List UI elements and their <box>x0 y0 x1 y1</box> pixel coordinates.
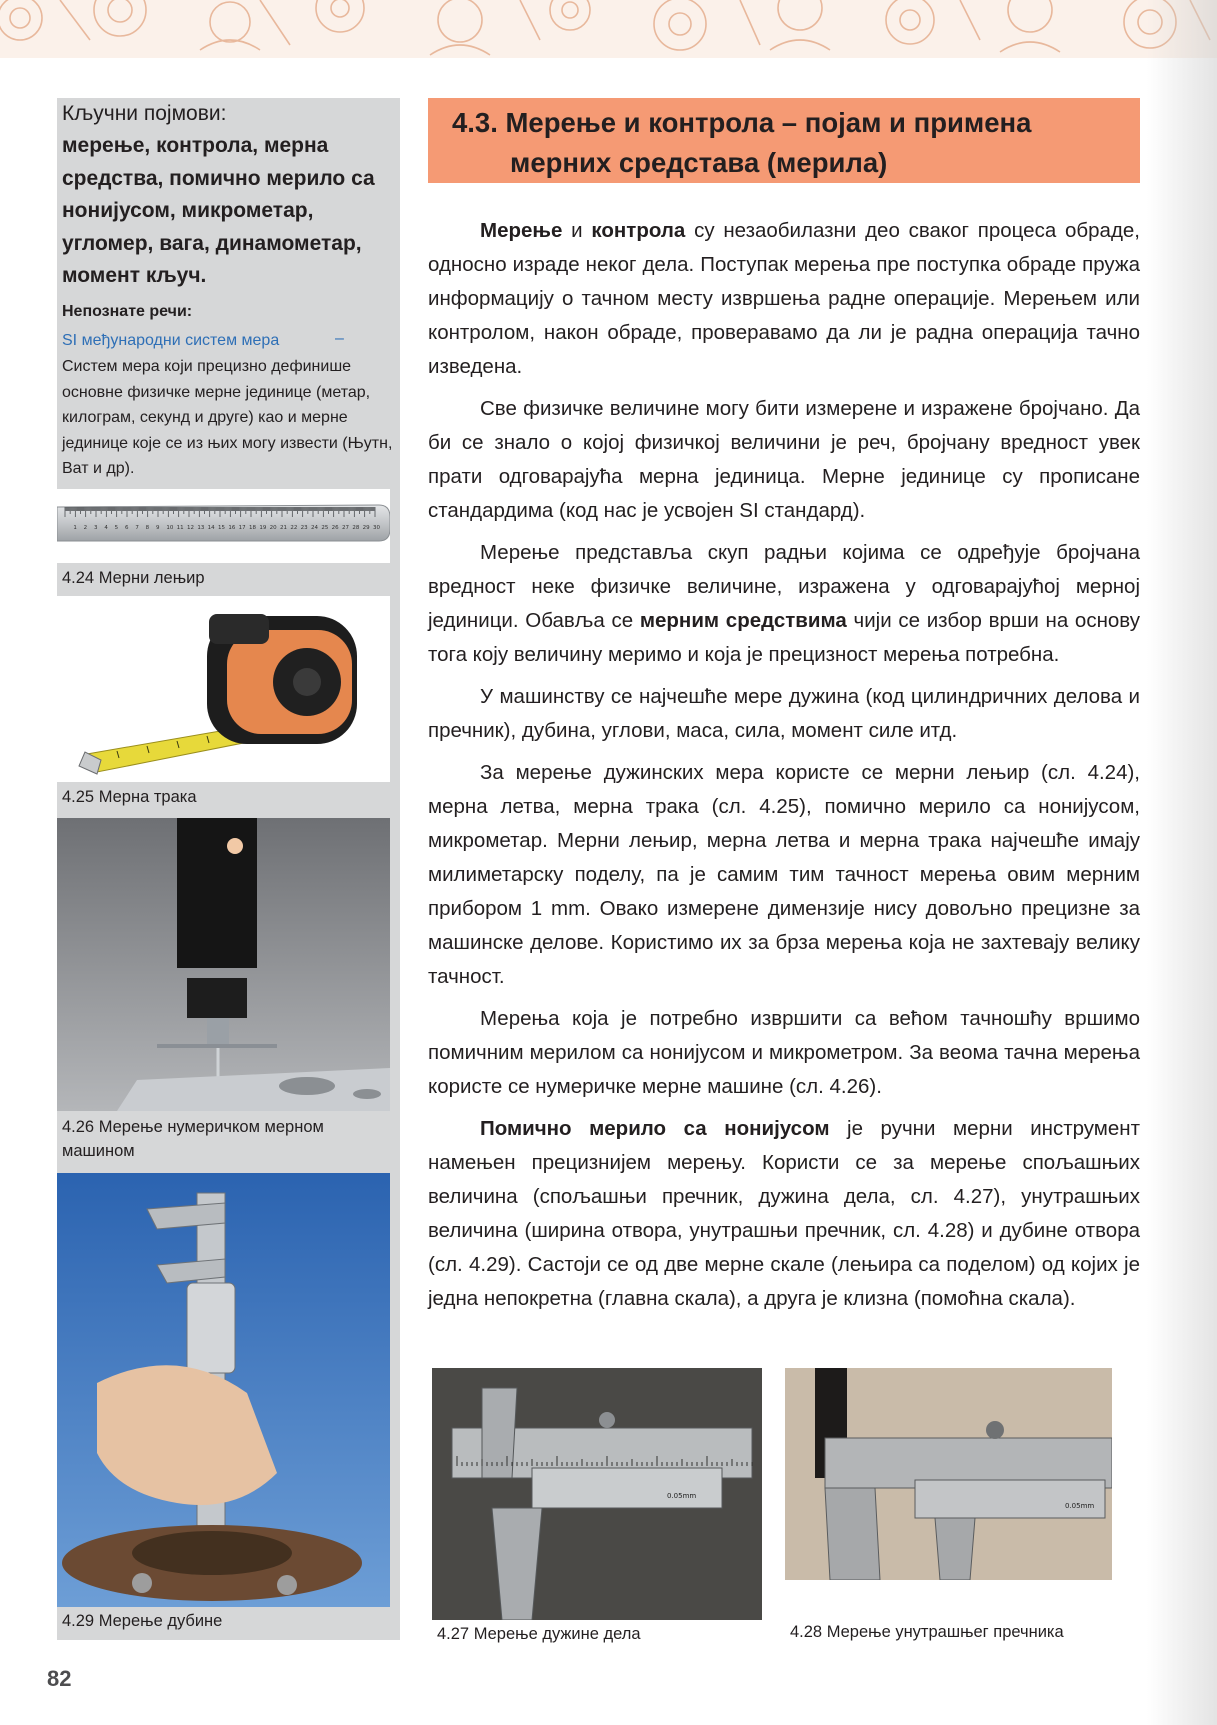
paragraph-6: Мерења која је потребно извршити са већом тачношћу вршимо помичним мерилом са нонијусом и микрометром. За веома тачна мерења користе се нумеричке мерне машине (сл. 4.26). <box>428 1007 1140 1098</box>
caption-4-28: 4.28 Мерење унутрашњег пречника <box>790 1623 1064 1641</box>
term-pomicno-merilo: Помично мерило са нонијусом <box>480 1117 830 1140</box>
page-number: 82 <box>47 1666 72 1691</box>
section-title <box>452 103 1132 183</box>
ruler-number: 29 <box>362 525 370 531</box>
ornament-pattern <box>0 0 1217 58</box>
ruler-number: 22 <box>290 525 298 531</box>
si-term: SI међународни систем мера <box>62 332 280 349</box>
tape-illustration <box>57 596 390 782</box>
ruler-number: 16 <box>228 525 236 531</box>
term-mernim-sredstvima: мерним средствима <box>639 609 847 632</box>
depth-measurement-photo <box>57 1173 390 1607</box>
ruler-number: 8 <box>145 525 150 531</box>
ruler-illustration <box>57 489 390 563</box>
cmm-illustration <box>57 818 390 1111</box>
term-kontrola: контрола <box>591 219 686 242</box>
ruler-number: 24 <box>311 525 318 531</box>
ruler-number: 30 <box>373 525 380 531</box>
ruler-number: 14 <box>207 525 215 531</box>
text-fragment: чији се избор врши на основу тога коју величину меримо и која је прецизност мерења потребна. <box>428 609 1140 666</box>
page-edge-shadow <box>1147 0 1217 1725</box>
paragraph-3 <box>428 536 1140 672</box>
ruler-number: 27 <box>342 525 349 531</box>
ruler-number: 4 <box>104 525 108 531</box>
ruler-number: 15 <box>218 525 225 531</box>
ruler-number: 28 <box>352 525 360 531</box>
text-fragment: и <box>562 219 592 242</box>
caliper-scale-label-2: 0.05mm <box>1065 1502 1095 1510</box>
paragraph-5: За мерење дужинских мера користе се мерни лењир (сл. 4.24), мерна летва, мерна трака (сл. 4.25), помично мерило са нонијусом, микрометар. Мерни лењир, мерна летва и мерна трака најчешће имају милиметарску поделу, па је самим тим тачност мерења овим мерним прибором 1 mm. Овако измерене димензије нису довољно прецизне за машинске делове. Користимо их за брза мерења која не захтевају велику тачност. <box>428 761 1140 988</box>
caliper-length-photo <box>432 1368 762 1620</box>
paragraph-1 <box>428 214 1140 384</box>
unknown-words-heading: Непознате речи: <box>62 303 193 320</box>
ruler-number: 2 <box>83 525 88 531</box>
caliper-length-illustration <box>432 1368 762 1620</box>
ruler-photo <box>57 489 390 563</box>
ruler-number: 25 <box>321 525 329 531</box>
caption-4-24: 4.24 Мерни лењир <box>62 569 205 587</box>
paragraph-2: Све физичке величине могу бити измерене и изражене бројчано. Да би се знало о којој физичкој величини је реч, бројчану вредност увек прати одговарајућа мерна јединица. Мерне јединице су прописане стандардима (код нас је усвојен SI стандард). <box>428 397 1140 522</box>
caption-4-27: 4.27 Мерење дужине дела <box>437 1625 641 1643</box>
ruler-number: 11 <box>176 525 184 531</box>
ruler-number: 5 <box>114 525 119 531</box>
caption-4-25: 4.25 Мерна трака <box>62 788 197 806</box>
cmm-machine-photo <box>57 818 390 1111</box>
caliper-inner-diameter-photo <box>785 1368 1112 1580</box>
ruler-number: 1 <box>73 525 77 531</box>
caliper-scale-label-1: 0.05mm <box>667 1492 697 1500</box>
ruler-number: 12 <box>187 525 194 531</box>
ruler-number: 17 <box>238 525 246 531</box>
keywords-terms: мерење, контрола, мерна средства, помично мерило са нонијусом, микрометар, угломер, вага, динамометар, момент кључ. <box>62 134 375 287</box>
si-definition: Систем мера који прецизно дефинише основне физичке мерне јединице (метар, килограм, секунд и друге) као и мерне јединице које се из њих могу извести (Њутн, Ват и др). <box>62 358 393 477</box>
ruler-number: 18 <box>249 525 256 531</box>
ruler-number: 23 <box>300 525 308 531</box>
measuring-tape-photo <box>57 596 390 782</box>
text-fragment: је ручни мерни инструмент намењен прецизнијем мерењу. Користи се за мерење спољашњих величина (спољашњи пречник, дужина дела, сл. 4.27), унутрашњих величина (ширина отвора, унутрашњи пречник, сл. 4.28) и дубине отвора (сл. 4.29). Састоји се од две мерне скале (лењира са поделом) од којих је једна непокретна (главна скала), а друга је клизна (помоћна скала). <box>428 1117 1140 1310</box>
caption-4-26 <box>62 1115 392 1163</box>
section-title-line2: мерних средстава (мерила) <box>510 147 888 178</box>
ruler-number: 7 <box>135 525 139 531</box>
depth-caliper-illustration <box>57 1173 390 1607</box>
ruler-number: 9 <box>156 525 160 531</box>
section-title-line1: 4.3. Мерење и контрола – појам и примена <box>452 107 1032 138</box>
header-decoration <box>0 0 1217 58</box>
caption-4-26-text: 4.26 Мерење нумеричком мерном машином <box>62 1118 324 1160</box>
ruler-number: 26 <box>331 525 339 531</box>
term-merenje: Мерење <box>480 219 563 242</box>
caliper-inner-illustration <box>785 1368 1112 1580</box>
ruler-number: 3 <box>94 525 98 531</box>
caption-4-29: 4.29 Мерење дубине <box>62 1612 223 1630</box>
ruler-number: 10 <box>166 525 174 531</box>
ruler-number: 20 <box>269 525 277 531</box>
body-text <box>428 214 1140 1324</box>
text-fragment: су незаобилазни део сваког процеса обраде, односно израде неког дела. Поступак мерења пре поступка обраде пружа информацију о тачном месту извршења радне операције. Мерењем или контролом, након обраде, проверавамо да ли је радна операција тачно изведена. <box>428 219 1141 378</box>
text-fragment: Мерење представља скуп радњи којима се одређује бројчана вредност неке физичке величине, изражена у одговарајућој мерној јединици. Обавља се <box>428 541 1140 632</box>
paragraph-7 <box>428 1112 1140 1316</box>
si-dash: – <box>335 330 344 347</box>
keywords-heading: Кључни појмови: <box>62 102 227 125</box>
ruler-number: 21 <box>280 525 287 531</box>
ruler-number: 13 <box>197 525 205 531</box>
ruler-number: 19 <box>259 525 267 531</box>
paragraph-4: У машинству се најчешће мере дужина (код цилиндричних делова и пречник), дубина, углови, маса, сила, момент силе итд. <box>428 685 1140 742</box>
ruler-number: 6 <box>125 525 129 531</box>
